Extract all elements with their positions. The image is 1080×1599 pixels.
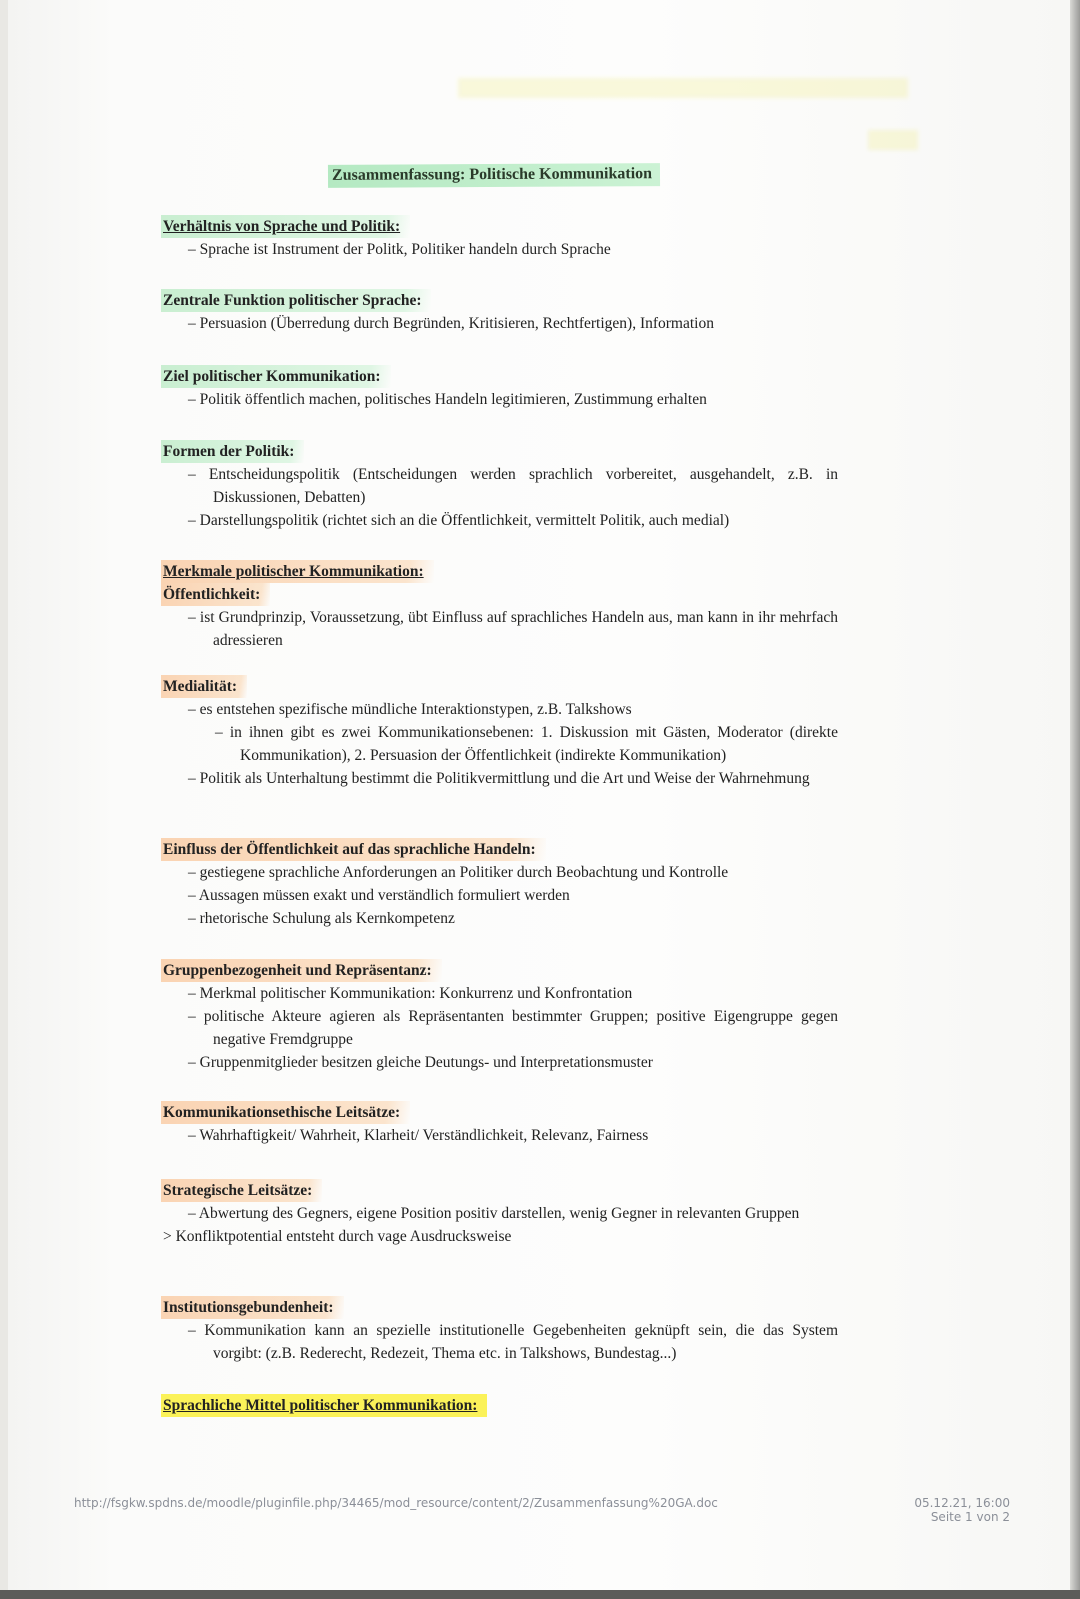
section-heading: Sprachliche Mittel politischer Kommunikation: [161, 1394, 487, 1417]
footer-page-number: Seite 1 von 2 [930, 1510, 1010, 1524]
list-item: > Konfliktpotential entsteht durch vage Ausdrucksweise [163, 1228, 512, 1245]
footer-meta [914, 1496, 1010, 1524]
bleed-through-highlight [458, 78, 908, 98]
section-zentrale-funktion [163, 289, 838, 335]
list-item: – Politik als Unterhaltung bestimmt die Politikvermittlung und die Art und Weise der Wahrnehmung [188, 770, 810, 787]
section-gruppenbezogenheit [163, 959, 838, 1074]
list-item: – Merkmal politischer Kommunikation: Konkurrenz und Konfrontation [188, 985, 633, 1002]
section-heading: Institutionsgebundenheit: [161, 1296, 344, 1319]
background-strip [0, 1590, 1080, 1599]
list-item: – Aussagen müssen exakt und verständlich formuliert werden [188, 887, 570, 904]
footer-url: http://fsgkw.spdns.de/moodle/pluginfile.php/34465/mod_resource/content/2/Zusammenfassung%20GA.doc [74, 1496, 718, 1510]
section-heading: Einfluss der Öffentlichkeit auf das sprachliche Handeln: [161, 838, 546, 861]
section-strategische-leitsaetze [163, 1179, 838, 1248]
list-item: – rhetorische Schulung als Kernkompetenz [188, 910, 455, 927]
document-page [8, 0, 1070, 1590]
list-item: – Abwertung des Gegners, eigene Position positiv darstellen, wenig Gegner in relevanten Gruppen [188, 1205, 800, 1222]
list-item: – gestiegene sprachliche Anforderungen an Politiker durch Beobachtung und Kontrolle [188, 864, 729, 881]
list-item: – Kommunikation kann an spezielle institutionelle Gegebenheiten geknüpft sein, die das System vorgibt: (z.B. Rederecht, Redezeit, Thema etc. in Talkshows, Bundestag...) [188, 1322, 838, 1362]
section-merkmale [163, 560, 838, 652]
list-item: – es entstehen spezifische mündliche Interaktionstypen, z.B. Talkshows [188, 701, 632, 718]
list-item: – Politik öffentlich machen, politisches Handeln legitimieren, Zustimmung erhalten [188, 391, 707, 408]
section-ethische-leitsaetze [163, 1101, 838, 1147]
list-item: – Entscheidungspolitik (Entscheidungen werden sprachlich vorbereitet, ausgehandelt, z.B. in Diskussionen, Debatten) [188, 466, 838, 506]
section-medialitaet [163, 675, 838, 790]
section-formen [163, 440, 838, 532]
section-heading: Gruppenbezogenheit und Repräsentanz: [161, 959, 442, 982]
footer-datetime: 05.12.21, 16:00 [914, 1496, 1010, 1510]
list-item: – Persuasion (Überredung durch Begründen, Kritisieren, Rechtfertigen), Information [188, 315, 714, 332]
section-sprachliche-mittel [163, 1394, 838, 1417]
section-heading: Medialität: [161, 675, 247, 698]
section-heading: Strategische Leitsätze: [161, 1179, 322, 1202]
section-heading: Kommunikationsethische Leitsätze: [161, 1101, 410, 1124]
list-item: – Sprache ist Instrument der Politk, Politiker handeln durch Sprache [188, 241, 611, 258]
section-verhaeltnis [163, 215, 838, 261]
section-institutionsgebundenheit [163, 1296, 838, 1365]
document-title: Zusammenfassung: Politische Kommunikation [328, 163, 660, 188]
section-heading: Formen der Politik: [161, 440, 304, 463]
section-einfluss [163, 838, 838, 930]
bleed-through-highlight [868, 130, 918, 150]
list-item: – politische Akteure agieren als Repräsentanten bestimmter Gruppen; positive Eigengruppe gegen negative Fremdgruppe [188, 1008, 838, 1048]
section-heading: Merkmale politischer Kommunikation: [161, 560, 434, 583]
section-heading: Verhältnis von Sprache und Politik: [161, 215, 410, 238]
list-item: – Wahrhaftigkeit/ Wahrheit, Klarheit/ Verständlichkeit, Relevanz, Fairness [188, 1127, 649, 1144]
list-item: – ist Grundprinzip, Voraussetzung, übt Einfluss auf sprachliches Handeln aus, man kann in ihr mehrfach adressieren [188, 609, 838, 649]
list-item: – Darstellungspolitik (richtet sich an die Öffentlichkeit, vermittelt Politik, auch medial) [188, 512, 730, 529]
section-heading: Zentrale Funktion politischer Sprache: [161, 289, 431, 312]
list-item: – in ihnen gibt es zwei Kommunikationsebenen: 1. Diskussion mit Gästen, Moderator (direkte Kommunikation), 2. Persuasion der Öffentlichkeit (indirekte Kommunikation) [215, 724, 838, 764]
section-subheading: Öffentlichkeit: [161, 583, 270, 606]
section-heading: Ziel politischer Kommunikation: [161, 365, 391, 388]
section-ziel [163, 365, 838, 411]
paper-edge-shadow [1070, 0, 1080, 1599]
list-item: – Gruppenmitglieder besitzen gleiche Deutungs- und Interpretationsmuster [188, 1054, 653, 1071]
